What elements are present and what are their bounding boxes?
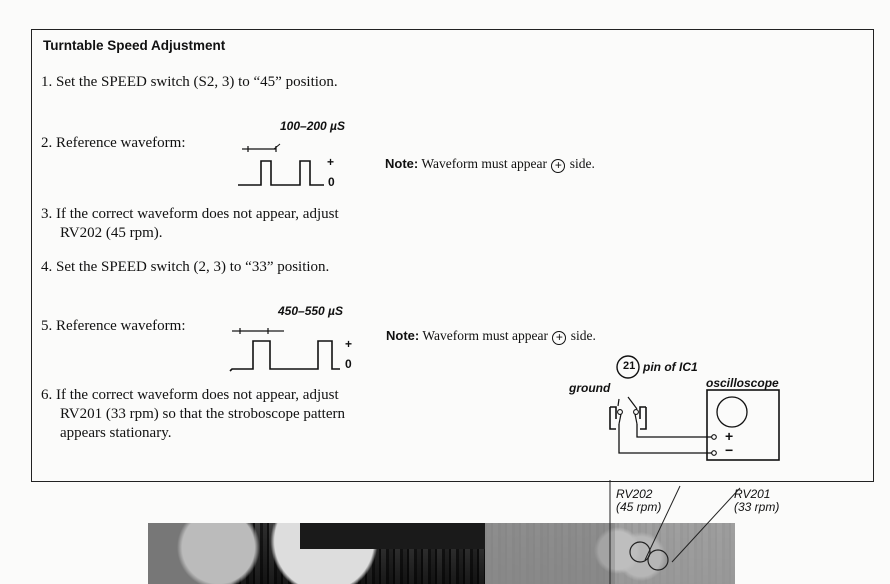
note-2-text: Waveform must appear <box>422 328 548 343</box>
step-4: 4. Set the SPEED switch (2, 3) to “33” position. <box>41 259 330 275</box>
note-2-label: Note: <box>386 328 420 343</box>
waveform-1-plus: + <box>327 155 335 169</box>
rv201-name: RV201 <box>734 487 771 501</box>
scope-minus: − <box>725 442 734 458</box>
plus-circle-icon: + <box>551 159 565 173</box>
section-title: Turntable Speed Adjustment <box>43 38 226 53</box>
pin-label: pin of IC1 <box>643 360 698 374</box>
waveform-2-label: 450–550 µS <box>278 304 343 318</box>
step-6-line-2: RV201 (33 rpm) so that the stroboscope pattern <box>60 406 345 422</box>
pin-number: 21 <box>623 360 636 372</box>
waveform-1-label: 100–200 µS <box>280 119 345 133</box>
waveform-2-graphic <box>228 318 343 374</box>
plus-circle-icon: + <box>552 331 566 345</box>
rv202-label <box>616 488 661 514</box>
step-1: 1. Set the SPEED switch (S2, 3) to “45” position. <box>41 74 338 90</box>
oscilloscope-label: oscilloscope <box>706 376 779 390</box>
rv201-label <box>734 488 779 514</box>
step-6-line-1: 6. If the correct waveform does not appear, adjust <box>41 387 339 403</box>
waveform-1-graphic <box>236 136 336 190</box>
note-1 <box>385 156 595 173</box>
note-2-side: side. <box>570 328 596 343</box>
step-5: 5. Reference waveform: <box>41 318 186 334</box>
ground-label: ground <box>569 381 611 395</box>
board-component-area <box>485 523 615 584</box>
note-1-side: side. <box>569 156 595 171</box>
note-1-label: Note: <box>385 156 419 171</box>
board-component-dark <box>300 523 485 549</box>
step-3-line-1: 3. If the correct waveform does not appear, adjust <box>41 206 339 222</box>
step-6-line-3: appears stationary. <box>60 425 172 441</box>
note-1-text: Waveform must appear <box>421 156 547 171</box>
step-2: 2. Reference waveform: <box>41 135 186 151</box>
waveform-1-zero: 0 <box>328 175 335 189</box>
step-3-line-2: RV202 (45 rpm). <box>60 225 163 241</box>
scope-plus: + <box>725 428 734 444</box>
waveform-2-plus: + <box>345 337 353 351</box>
rv202-speed: (45 rpm) <box>616 500 662 514</box>
note-2 <box>386 328 596 345</box>
rv201-speed: (33 rpm) <box>734 500 780 514</box>
rv202-name: RV202 <box>616 487 653 501</box>
waveform-2-zero: 0 <box>345 357 352 371</box>
